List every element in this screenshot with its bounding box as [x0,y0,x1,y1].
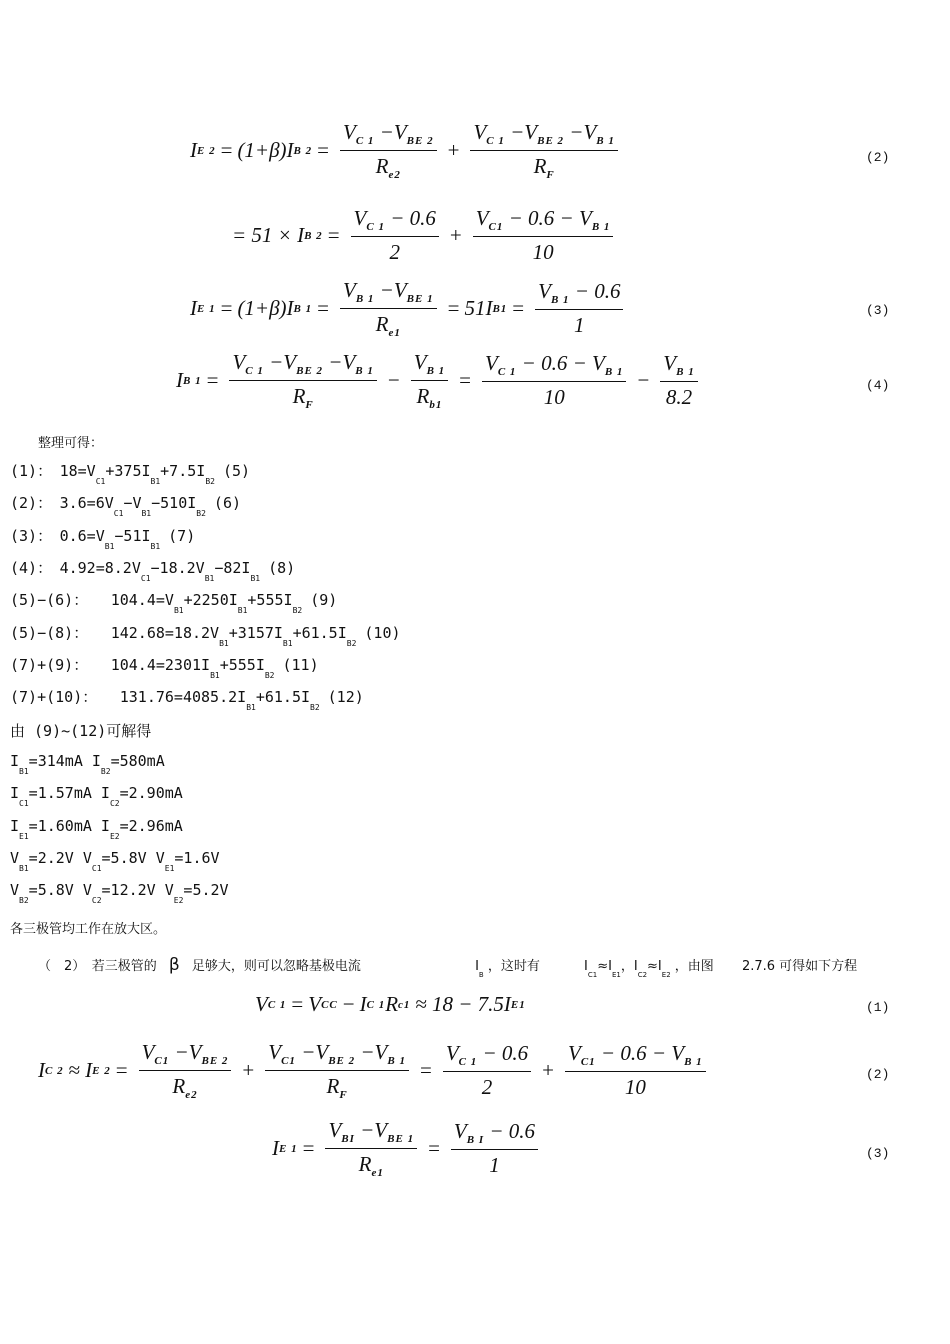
equation-number: (2) [866,150,890,165]
system-equation-line: (3)： $0.6=V_{B1}-51I_{B1}(7)$ [10,526,196,551]
system-equation-line: (1)： $18=V_{C1}+375I_{B1}+7.5I_{B2}(5)$ [10,462,251,486]
equation-number: (4) [866,378,890,393]
equation-vc1: V C 1 = V CC − I C 1 R c1 ≈ 18 − 7.5I E1 [255,992,526,1016]
result-line: $I_{B1}=314mA$ $I_{B2}=580mA$ [10,752,165,776]
result-line: $I_{C1}=1.57mA$ $I_{C2}=2.90mA$ [10,784,183,809]
part2-statement: （ 2） 若三极管的 β 足够大，则可以忽略基极电流 $I_B$ ，这时有 $I_{C1}\approx I_{E1}$，$I_{C2}\approx I_{E2}$ ，由图 2.7.6 可得如下方程 [38,955,858,979]
system-equation-line: (7)+(9)： $104.4=2301I_{B1}+555I_{B2}(11)$ [10,655,319,680]
result-line: $I_{E1}=1.60mA$ $I_{E2}=2.96mA$ [10,816,183,841]
equation-ie2: I E 2 = (1+β)I B 2 = $\frac{V_{C 1} -V_{BE 2}}{R_{e2}}$ + $\frac{V_{C 1} -V_{BE 2} -V_{B 1}}{R_F}$ [190,120,624,181]
system-equation-line: (2)： $3.6=6V_{C1}-V_{B1}-510I_{B2}(6)$ [10,494,242,519]
equation-number: (1) [866,1000,890,1015]
system-intro: 整理可得： [38,436,104,451]
system-equation-line: (7)+(10)： $131.76=4085.2I_{B1}+61.5I_{B2}(12)$ [10,688,364,713]
result-line: $V_{B2}=5.8V$ $V_{C2}=12.2V$ $V_{E2}=5.2V$ [10,881,229,906]
equation-ie1: I E 1 = (1+β)I B 1 = $\frac{V_{B 1} -V_{BE 1}}{R_{e1}}$ = 51I B1 = $\frac{V_{B 1} - 0.6}{1}$ [190,278,629,339]
solve-line: 由 (9)~(12)可解得 [10,722,152,740]
conclusion: 各三极管均工作在放大区。 [10,922,167,937]
system-equation-line: (4)： $4.92=8.2V_{C1}-18.2V_{B1}-82I_{B1}(8)$ [10,558,296,583]
equation-number: (3) [866,303,890,318]
system-equation-line: (5)−(8)： $142.68=18.2V_{B1}+3157I_{B1}+61.5I_{B2}(10)$ [10,623,401,648]
equation-ib1: I B 1 = $\frac{V_{C 1} -V_{BE 2} -V_{B 1}}{R_F}$ − $\frac{V_{B 1}}{R_{b1}}$ = $\frac{V_{C 1} - 0.6 - V_{B 1}}{10}$ − $\frac{V_{B 1}}{8.2}$ [176,350,704,411]
equation-ic2: I C 2 ≈ I E 2 = $\frac{V_{C1} -V_{BE 2}}{R_{e2}}$ + $\frac{V_{C1} -V_{BE 2} -V_{B 1}}{R_F}$ = $\frac{V_{C 1} - 0.6}{2}$ + $\frac{V_{C1} - 0.6 - V_{B 1}}{10}$ [38,1040,712,1101]
equation-number: (2) [866,1067,890,1082]
system-equation-line: (5)−(6)： $104.4=V_{B1}+2250I_{B1}+555I_{B2}(9)$ [10,591,338,616]
equation-ie1-bottom: I E 1 = $\frac{V_{BI} -V_{BE 1}}{R_{e1}}$ = $\frac{V_{B I} - 0.6}{1}$ [272,1118,544,1179]
result-line: $V_{B1}=2.2V$ $V_{C1}=5.8V$ $V_{E1}=1.6V$ [10,848,220,873]
equation-ie2-numeric: = 51 × I B 2 = $\frac{V_{C 1} - 0.6}{2}$ + $\frac{V_{C1} - 0.6 - V_{B 1}}{10}$ [232,206,619,265]
equation-number: (3) [866,1146,890,1161]
